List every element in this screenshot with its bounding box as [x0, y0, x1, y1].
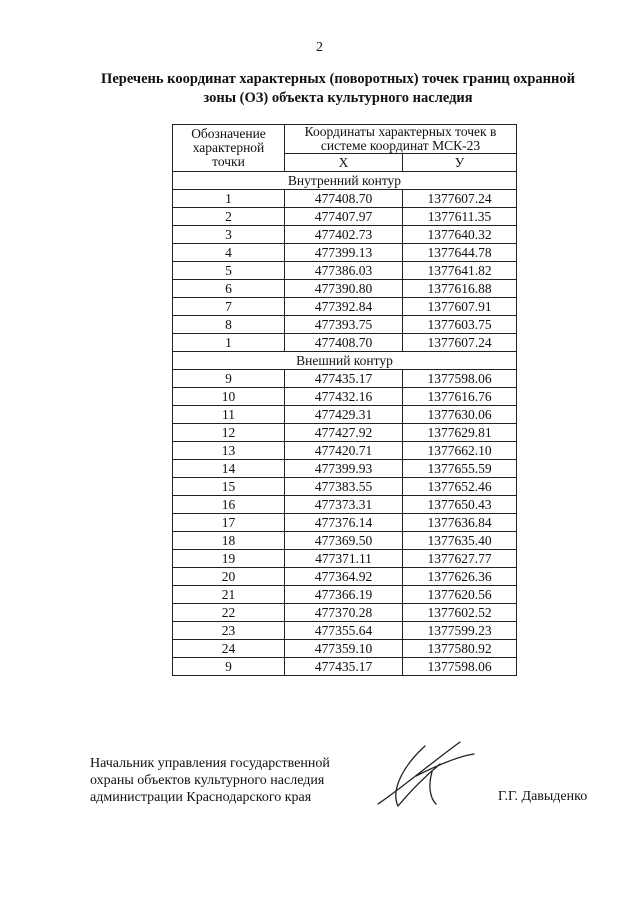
- section-label: Внутренний контур: [173, 172, 517, 190]
- point-number: 20: [173, 568, 285, 586]
- signer-line-1: Начальник управления государственной: [90, 756, 330, 771]
- point-number: 3: [173, 226, 285, 244]
- header-row: [173, 125, 517, 154]
- table-row: [173, 334, 517, 352]
- point-number: 12: [173, 424, 285, 442]
- y-coordinate: 1377616.88: [403, 280, 517, 298]
- x-coordinate: 477373.31: [285, 496, 403, 514]
- y-coordinate: 1377644.78: [403, 244, 517, 262]
- x-coordinate: 477393.75: [285, 316, 403, 334]
- point-number: 14: [173, 460, 285, 478]
- designation-header: [173, 125, 285, 172]
- signer-position: [90, 755, 330, 806]
- y-coordinate: 1377607.24: [403, 190, 517, 208]
- table-row: [173, 244, 517, 262]
- point-number: 5: [173, 262, 285, 280]
- point-number: 10: [173, 388, 285, 406]
- y-coordinate: 1377607.91: [403, 298, 517, 316]
- table-row: [173, 298, 517, 316]
- document-title: [88, 70, 588, 108]
- x-coordinate: 477392.84: [285, 298, 403, 316]
- x-coordinate: 477407.97: [285, 208, 403, 226]
- x-coordinate: 477364.92: [285, 568, 403, 586]
- table-body: [173, 172, 517, 676]
- coordinates-header-line-2: системе координат МСК-23: [320, 138, 481, 153]
- coordinates-table: [172, 124, 517, 676]
- table-row: [173, 460, 517, 478]
- y-coordinate: 1377640.32: [403, 226, 517, 244]
- table-row: [173, 280, 517, 298]
- point-number: 17: [173, 514, 285, 532]
- x-coordinate: 477435.17: [285, 370, 403, 388]
- table-row: [173, 586, 517, 604]
- point-number: 13: [173, 442, 285, 460]
- x-coordinate: 477399.13: [285, 244, 403, 262]
- x-coordinate: 477369.50: [285, 532, 403, 550]
- y-coordinate: 1377603.75: [403, 316, 517, 334]
- handwritten-signature: [370, 734, 480, 814]
- designation-header-line-1: Обозначение: [191, 126, 266, 141]
- x-coordinate: 477402.73: [285, 226, 403, 244]
- table-row: [173, 388, 517, 406]
- section-label: Внешний контур: [173, 352, 517, 370]
- y-coordinate: 1377650.43: [403, 496, 517, 514]
- point-number: 8: [173, 316, 285, 334]
- point-number: 24: [173, 640, 285, 658]
- y-coordinate: 1377635.40: [403, 532, 517, 550]
- y-coordinate: 1377580.92: [403, 640, 517, 658]
- coordinates-header-line-1: Координаты характерных точек в: [304, 124, 497, 139]
- designation-header-line-3: точки: [212, 154, 245, 169]
- table-row: [173, 532, 517, 550]
- x-coordinate: 477366.19: [285, 586, 403, 604]
- y-coordinate: 1377598.06: [403, 658, 517, 676]
- y-coordinate: 1377641.82: [403, 262, 517, 280]
- x-coordinate: 477435.17: [285, 658, 403, 676]
- x-coordinate: 477399.93: [285, 460, 403, 478]
- y-coordinate: 1377616.76: [403, 388, 517, 406]
- point-number: 9: [173, 370, 285, 388]
- x-coordinate: 477383.55: [285, 478, 403, 496]
- table-row: [173, 370, 517, 388]
- x-coordinate: 477390.80: [285, 280, 403, 298]
- point-number: 19: [173, 550, 285, 568]
- table-row: [173, 424, 517, 442]
- point-number: 18: [173, 532, 285, 550]
- y-header: У: [403, 154, 517, 172]
- title-line-1: Перечень координат характерных (поворотных) точек границ охранной: [101, 71, 575, 87]
- point-number: 2: [173, 208, 285, 226]
- signer-line-3: администрации Краснодарского края: [90, 790, 312, 805]
- x-coordinate: 477408.70: [285, 334, 403, 352]
- x-coordinate: 477371.11: [285, 550, 403, 568]
- y-coordinate: 1377652.46: [403, 478, 517, 496]
- point-number: 11: [173, 406, 285, 424]
- table-row: [173, 406, 517, 424]
- title-line-2: зоны (ОЗ) объекта культурного наследия: [203, 90, 473, 106]
- table-row: [173, 658, 517, 676]
- y-coordinate: 1377611.35: [403, 208, 517, 226]
- coordinates-header: [285, 125, 517, 154]
- section-row: [173, 352, 517, 370]
- signer-line-2: охраны объектов культурного наследия: [90, 773, 325, 788]
- point-number: 22: [173, 604, 285, 622]
- point-number: 9: [173, 658, 285, 676]
- point-number: 23: [173, 622, 285, 640]
- table-row: [173, 226, 517, 244]
- x-coordinate: 477359.10: [285, 640, 403, 658]
- x-coordinate: 477427.92: [285, 424, 403, 442]
- x-coordinate: 477355.64: [285, 622, 403, 640]
- table-row: [173, 640, 517, 658]
- table-row: [173, 496, 517, 514]
- y-coordinate: 1377636.84: [403, 514, 517, 532]
- x-coordinate: 477420.71: [285, 442, 403, 460]
- point-number: 16: [173, 496, 285, 514]
- table-row: [173, 442, 517, 460]
- table-row: [173, 514, 517, 532]
- point-number: 6: [173, 280, 285, 298]
- table-row: [173, 190, 517, 208]
- table-row: [173, 262, 517, 280]
- y-coordinate: 1377626.36: [403, 568, 517, 586]
- y-coordinate: 1377607.24: [403, 334, 517, 352]
- x-coordinate: 477376.14: [285, 514, 403, 532]
- table-row: [173, 622, 517, 640]
- section-row: [173, 172, 517, 190]
- y-coordinate: 1377630.06: [403, 406, 517, 424]
- table-row: [173, 316, 517, 334]
- x-coordinate: 477386.03: [285, 262, 403, 280]
- x-coordinate: 477370.28: [285, 604, 403, 622]
- page-number: 2: [316, 40, 323, 55]
- point-number: 7: [173, 298, 285, 316]
- designation-header-line-2: характерной: [192, 140, 265, 155]
- x-header: X: [285, 154, 403, 172]
- signer-name: Г.Г. Давыденко: [498, 789, 588, 804]
- y-coordinate: 1377655.59: [403, 460, 517, 478]
- y-coordinate: 1377620.56: [403, 586, 517, 604]
- table-row: [173, 550, 517, 568]
- point-number: 21: [173, 586, 285, 604]
- x-coordinate: 477432.16: [285, 388, 403, 406]
- x-coordinate: 477429.31: [285, 406, 403, 424]
- y-coordinate: 1377599.23: [403, 622, 517, 640]
- point-number: 1: [173, 190, 285, 208]
- table-row: [173, 208, 517, 226]
- x-coordinate: 477408.70: [285, 190, 403, 208]
- y-coordinate: 1377598.06: [403, 370, 517, 388]
- y-coordinate: 1377602.52: [403, 604, 517, 622]
- y-coordinate: 1377629.81: [403, 424, 517, 442]
- y-coordinate: 1377627.77: [403, 550, 517, 568]
- table-row: [173, 478, 517, 496]
- y-coordinate: 1377662.10: [403, 442, 517, 460]
- point-number: 4: [173, 244, 285, 262]
- table-row: [173, 604, 517, 622]
- table-row: [173, 568, 517, 586]
- point-number: 1: [173, 334, 285, 352]
- point-number: 15: [173, 478, 285, 496]
